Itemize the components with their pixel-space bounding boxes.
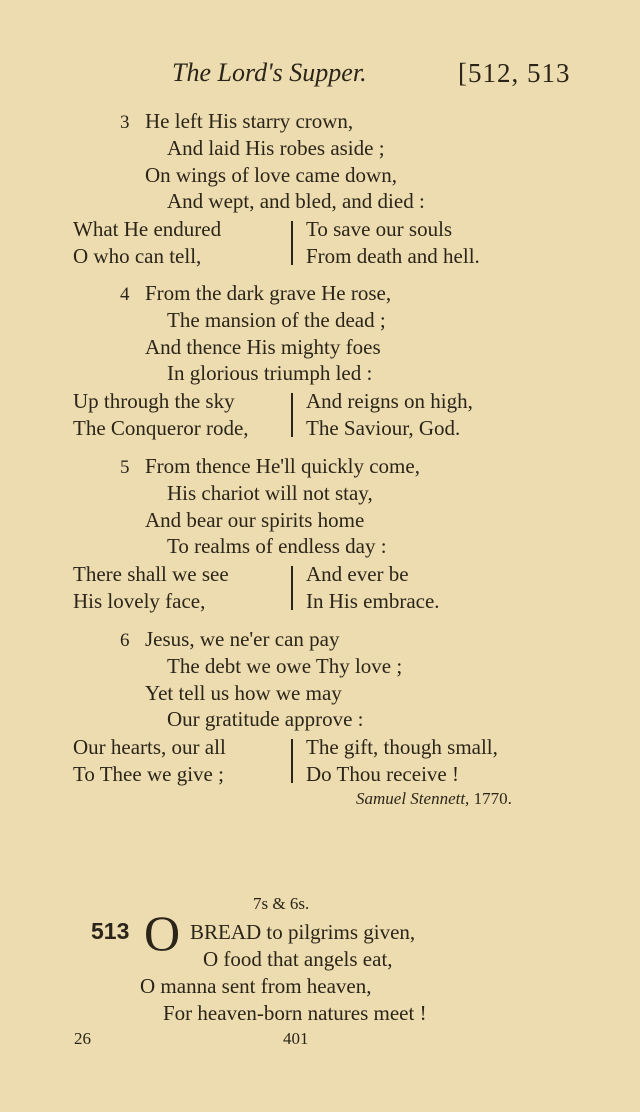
hymn-numbers: [512, 513 xyxy=(458,58,571,88)
verse-line: O food that angels eat, xyxy=(203,947,393,971)
author-year: 1770. xyxy=(473,789,512,808)
refrain-right-line: The gift, though small, xyxy=(306,735,498,759)
refrain-right-line: To save our souls xyxy=(306,217,453,241)
verse-line: And bear our spirits home xyxy=(145,507,365,532)
refrain-right-line: Do Thou receive ! xyxy=(306,762,459,786)
drop-cap: O xyxy=(144,905,181,961)
verse-line: Yet tell us how we may xyxy=(145,680,342,705)
verse-line: The debt we owe Thy love ; xyxy=(167,653,403,678)
verse-line: He left His starry crown, xyxy=(145,109,354,133)
stanza-number: 3 xyxy=(120,112,130,133)
refrain-left-line: O who can tell, xyxy=(73,244,202,268)
verse-line: And laid His robes aside ; xyxy=(167,135,385,160)
author-name: Samuel Stennett, xyxy=(356,789,470,808)
refrain-divider xyxy=(291,739,293,783)
verse-line: And thence His mighty foes xyxy=(145,334,381,359)
hymn-number: 513 xyxy=(91,918,130,944)
refrain-left-line: Our hearts, our all xyxy=(73,735,226,759)
verse-line: From thence He'll quickly come, xyxy=(145,454,420,478)
refrain-right-line: And ever be xyxy=(306,562,409,586)
stanza-number: 5 xyxy=(120,457,130,478)
verse-line: For heaven-born natures meet ! xyxy=(163,1001,427,1025)
verse-line: In glorious triumph led : xyxy=(167,361,373,386)
refrain-left-line: There shall we see xyxy=(73,562,229,586)
verse-line: And wept, and bled, and died : xyxy=(167,189,425,214)
verse-line: To realms of endless day : xyxy=(167,534,387,559)
refrain-left-line: To Thee we give ; xyxy=(73,762,224,786)
signature-mark: 26 xyxy=(74,1029,91,1048)
page-number: 401 xyxy=(283,1029,309,1048)
refrain-left-line: His lovely face, xyxy=(73,589,206,613)
refrain-left-line: What He endured xyxy=(73,217,222,241)
author-credit xyxy=(356,789,512,809)
refrain-right-line: In His embrace. xyxy=(306,589,440,613)
refrain-right-line: The Saviour, God. xyxy=(306,416,461,440)
refrain-right-line: From death and hell. xyxy=(306,244,480,268)
verse-line: Our gratitude approve : xyxy=(167,707,364,732)
stanza-number: 4 xyxy=(120,284,130,305)
verse-line: BREAD to pilgrims given, xyxy=(190,920,416,944)
verse-line: On wings of love came down, xyxy=(145,162,397,187)
refrain-divider xyxy=(291,393,293,437)
verse-line: His chariot will not stay, xyxy=(167,480,373,505)
verse-line: Jesus, we ne'er can pay xyxy=(145,627,340,651)
verse-line: From the dark grave He rose, xyxy=(145,281,392,305)
verse-line: O manna sent from heaven, xyxy=(140,974,372,998)
refrain-left-line: The Conqueror rode, xyxy=(73,416,249,440)
refrain-right-line: And reigns on high, xyxy=(306,389,473,413)
verse-line: The mansion of the dead ; xyxy=(167,307,386,332)
running-title: The Lord's Supper. xyxy=(172,58,367,87)
refrain-divider xyxy=(291,221,293,265)
refrain-left-line: Up through the sky xyxy=(73,389,235,413)
meter: 7s & 6s. xyxy=(253,894,310,913)
stanza-number: 6 xyxy=(120,630,130,651)
refrain-divider xyxy=(291,566,293,610)
